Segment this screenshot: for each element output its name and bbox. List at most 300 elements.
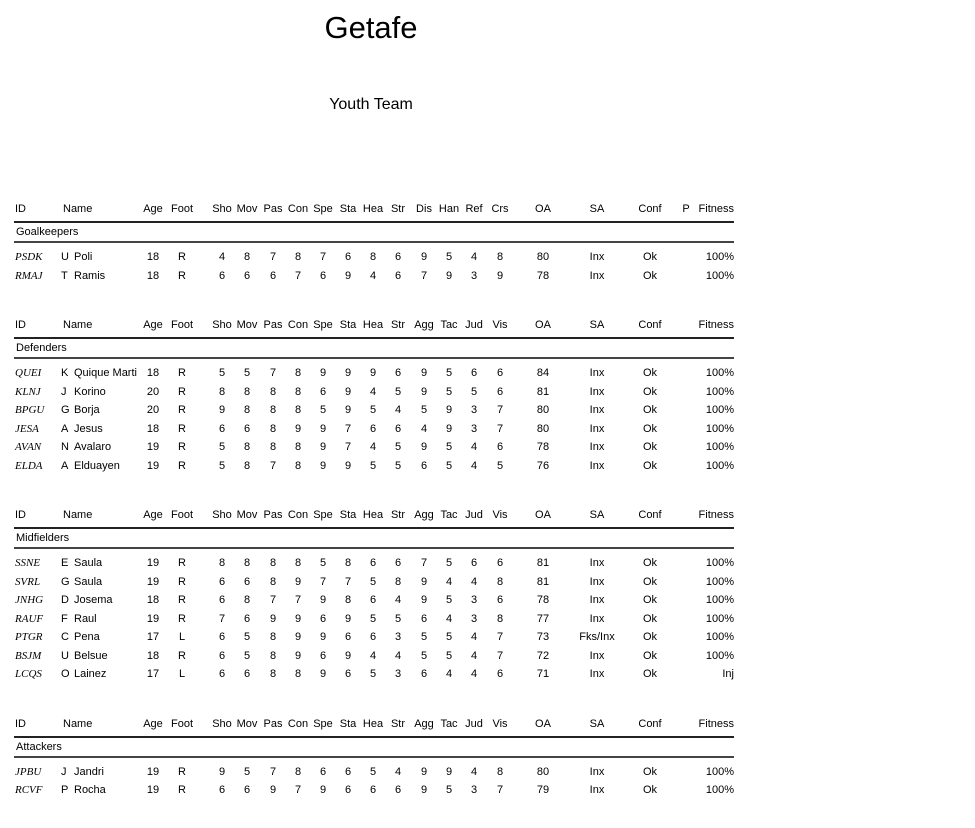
player-row[interactable]: [14, 383, 734, 402]
column-header: Fitness: [698, 203, 734, 215]
player-attribute: 8: [294, 557, 302, 570]
player-attribute: 8: [243, 441, 251, 454]
column-header: Sho: [212, 319, 232, 331]
player-attribute: 6: [319, 269, 327, 282]
player-attribute: 8: [344, 557, 352, 570]
column-header: Hea: [362, 203, 384, 215]
section-attackers: [14, 712, 734, 800]
player-attribute: 9: [496, 269, 504, 282]
column-header: Sta: [339, 509, 357, 521]
player-attribute: 3: [470, 404, 478, 417]
player-attribute: 8: [394, 575, 402, 588]
player-attribute: 9: [420, 367, 428, 380]
player-attribute: 4: [445, 575, 453, 588]
player-foot: R: [178, 459, 186, 472]
player-special-ability: Inx: [589, 784, 605, 797]
player-attribute: 5: [369, 765, 377, 778]
player-attribute: 5: [243, 631, 251, 644]
player-row[interactable]: [14, 610, 734, 629]
player-attribute: 6: [218, 575, 226, 588]
column-header: SA: [589, 509, 605, 521]
player-special-ability: Inx: [589, 557, 605, 570]
player-attribute: 6: [420, 612, 428, 625]
player-attribute: 3: [470, 594, 478, 607]
column-header: Agg: [414, 509, 434, 521]
player-name: Raul: [74, 612, 97, 625]
player-overall: 84: [536, 367, 550, 380]
column-header: Spe: [313, 203, 333, 215]
player-attribute: 9: [344, 649, 352, 662]
player-attribute: 7: [269, 765, 277, 778]
player-attribute: 9: [420, 765, 428, 778]
player-attribute: 7: [269, 251, 277, 264]
group-label: Midfielders: [14, 529, 734, 549]
player-overall: 71: [536, 668, 550, 681]
player-row[interactable]: [14, 647, 734, 666]
player-attribute: 9: [319, 631, 327, 644]
column-header: Agg: [414, 319, 434, 331]
column-header: Dis: [416, 203, 432, 215]
player-attribute: 6: [394, 784, 402, 797]
column-header: Pas: [263, 203, 283, 215]
player-overall: 80: [536, 422, 550, 435]
player-id: JPBU: [15, 765, 42, 778]
column-header: Foot: [170, 203, 194, 215]
player-age: 20: [146, 404, 160, 417]
player-row[interactable]: [14, 248, 734, 267]
column-header: Pas: [263, 717, 283, 730]
player-attribute: 4: [369, 441, 377, 454]
column-header: Vis: [492, 319, 508, 331]
player-attribute: 6: [344, 631, 352, 644]
column-header: Hea: [362, 717, 384, 730]
player-attribute: 9: [294, 649, 302, 662]
player-attribute: 6: [496, 594, 504, 607]
player-name: Quique Marti: [74, 367, 137, 380]
player-attribute: 9: [319, 422, 327, 435]
player-foot: R: [178, 251, 186, 264]
player-id: PTGR: [15, 631, 43, 644]
player-attribute: 4: [218, 251, 226, 264]
column-header: Mov: [236, 319, 258, 331]
column-header: Con: [287, 717, 309, 730]
player-attribute: 4: [369, 385, 377, 398]
player-row[interactable]: [14, 554, 734, 573]
player-overall: 78: [536, 594, 550, 607]
player-fitness: 100%: [705, 649, 734, 662]
player-confidence: Ok: [642, 441, 658, 454]
player-attribute: 7: [269, 367, 277, 380]
player-attribute: 5: [445, 557, 453, 570]
player-foot: R: [178, 649, 186, 662]
player-foot: R: [178, 594, 186, 607]
player-initial: F: [61, 612, 68, 625]
column-header: Foot: [170, 509, 194, 521]
player-attribute: 8: [269, 385, 277, 398]
player-attribute: 5: [445, 251, 453, 264]
column-header: Str: [390, 509, 406, 521]
player-attribute: 9: [344, 404, 352, 417]
player-attribute: 9: [445, 269, 453, 282]
player-foot: L: [178, 631, 186, 644]
column-header: Crs: [491, 203, 509, 215]
player-foot: R: [178, 765, 186, 778]
player-fitness: 100%: [705, 404, 734, 417]
player-foot: R: [178, 612, 186, 625]
player-special-ability: Inx: [589, 459, 605, 472]
player-fitness: 100%: [705, 441, 734, 454]
player-attribute: 4: [394, 765, 402, 778]
player-special-ability: Fks/Inx: [579, 631, 615, 644]
player-attribute: 8: [294, 765, 302, 778]
player-overall: 73: [536, 631, 550, 644]
player-attribute: 6: [470, 367, 478, 380]
player-attribute: 8: [218, 557, 226, 570]
player-age: 18: [146, 594, 160, 607]
player-attribute: 9: [420, 784, 428, 797]
column-header: Fitness: [698, 717, 734, 730]
player-age: 18: [146, 422, 160, 435]
column-header: Vis: [492, 509, 508, 521]
player-attribute: 5: [218, 441, 226, 454]
player-attribute: 4: [470, 649, 478, 662]
player-confidence: Ok: [642, 649, 658, 662]
player-row[interactable]: [14, 457, 734, 476]
player-row[interactable]: [14, 364, 734, 383]
player-special-ability: Inx: [589, 441, 605, 454]
player-id: RCVF: [15, 784, 43, 797]
player-attribute: 8: [269, 668, 277, 681]
player-attribute: 7: [344, 422, 352, 435]
player-attribute: 6: [243, 668, 251, 681]
player-attribute: 5: [470, 385, 478, 398]
player-attribute: 9: [294, 422, 302, 435]
player-attribute: 6: [470, 557, 478, 570]
column-header-row: [14, 712, 734, 738]
player-row[interactable]: [14, 420, 734, 439]
player-overall: 80: [536, 765, 550, 778]
column-header: Name: [63, 509, 93, 521]
player-name: Poli: [74, 251, 93, 264]
player-attribute: 5: [394, 441, 402, 454]
player-fitness: 100%: [705, 765, 734, 778]
player-initial: O: [61, 668, 70, 681]
player-attribute: 6: [269, 269, 277, 282]
player-initial: K: [61, 367, 69, 380]
player-name: Josema: [74, 594, 113, 607]
column-header: Hea: [362, 509, 384, 521]
group-label: Defenders: [14, 339, 734, 359]
player-attribute: 8: [269, 649, 277, 662]
player-name: Jandri: [74, 765, 104, 778]
player-foot: R: [178, 404, 186, 417]
player-attribute: 5: [369, 575, 377, 588]
player-attribute: 6: [420, 668, 428, 681]
column-header: Name: [63, 319, 93, 331]
column-header: Agg: [414, 717, 434, 730]
player-attribute: 6: [496, 557, 504, 570]
player-attribute: 5: [218, 367, 226, 380]
player-attribute: 5: [243, 765, 251, 778]
player-attribute: 6: [243, 575, 251, 588]
player-fitness: 100%: [705, 385, 734, 398]
player-special-ability: Inx: [589, 668, 605, 681]
player-overall: 80: [536, 404, 550, 417]
player-confidence: Ok: [642, 459, 658, 472]
player-attribute: 8: [243, 404, 251, 417]
player-confidence: Ok: [642, 385, 658, 398]
column-header: Sta: [339, 717, 357, 730]
column-header: Foot: [170, 717, 194, 730]
player-attribute: 7: [319, 251, 327, 264]
group-label: Goalkeepers: [14, 223, 734, 243]
player-row[interactable]: [14, 665, 734, 684]
player-attribute: 7: [294, 784, 302, 797]
column-header: Foot: [170, 319, 194, 331]
player-id: SVRL: [15, 575, 41, 588]
player-overall: 77: [536, 612, 550, 625]
player-attribute: 6: [218, 649, 226, 662]
player-attribute: 7: [420, 269, 428, 282]
player-attribute: 9: [269, 784, 277, 797]
column-header: Str: [390, 319, 406, 331]
player-attribute: 4: [445, 612, 453, 625]
column-header: ID: [15, 509, 26, 521]
player-attribute: 5: [369, 612, 377, 625]
player-attribute: 7: [344, 441, 352, 454]
column-header: OA: [535, 509, 551, 521]
player-attribute: 8: [294, 668, 302, 681]
player-attribute: 5: [445, 594, 453, 607]
player-initial: J: [61, 765, 67, 778]
player-attribute: 3: [470, 612, 478, 625]
player-id: LCQS: [15, 668, 42, 681]
player-attribute: 4: [394, 404, 402, 417]
player-attribute: 6: [420, 459, 428, 472]
player-overall: 79: [536, 784, 550, 797]
player-attribute: 8: [243, 251, 251, 264]
column-header: Jud: [465, 509, 483, 521]
player-attribute: 9: [294, 575, 302, 588]
player-attribute: 7: [496, 422, 504, 435]
section-defenders: [14, 313, 734, 475]
player-attribute: 6: [218, 594, 226, 607]
player-attribute: 5: [445, 367, 453, 380]
player-attribute: 8: [269, 557, 277, 570]
player-attribute: 7: [218, 612, 226, 625]
player-initial: N: [61, 441, 69, 454]
player-initial: U: [61, 251, 69, 264]
player-attribute: 6: [369, 631, 377, 644]
player-attribute: 7: [294, 269, 302, 282]
player-attribute: 6: [496, 367, 504, 380]
column-header-row: [14, 197, 734, 223]
player-attribute: 9: [319, 668, 327, 681]
column-header: Conf: [638, 203, 662, 215]
column-header: Conf: [638, 319, 662, 331]
player-attribute: 8: [294, 459, 302, 472]
player-attribute: 4: [470, 251, 478, 264]
player-attribute: 6: [369, 784, 377, 797]
player-attribute: 9: [445, 765, 453, 778]
column-header-row: [14, 503, 734, 529]
column-header: Str: [390, 717, 406, 730]
column-header: Fitness: [698, 319, 734, 331]
player-attribute: 7: [294, 594, 302, 607]
player-age: 18: [146, 649, 160, 662]
player-attribute: 5: [243, 649, 251, 662]
player-initial: G: [61, 404, 70, 417]
player-attribute: 4: [369, 269, 377, 282]
column-header: Jud: [465, 717, 483, 730]
player-age: 18: [146, 269, 160, 282]
column-header: Sta: [339, 319, 357, 331]
player-row[interactable]: [14, 781, 734, 800]
player-attribute: 4: [470, 631, 478, 644]
column-header: Spe: [313, 319, 333, 331]
player-id: KLNJ: [15, 385, 41, 398]
player-attribute: 6: [394, 422, 402, 435]
column-header: Age: [143, 717, 163, 730]
player-attribute: 6: [344, 251, 352, 264]
player-foot: R: [178, 441, 186, 454]
column-header: Conf: [638, 717, 662, 730]
player-row[interactable]: [14, 591, 734, 610]
player-attribute: 6: [344, 784, 352, 797]
player-confidence: Ok: [642, 612, 658, 625]
player-special-ability: Inx: [589, 594, 605, 607]
player-age: 19: [146, 459, 160, 472]
player-row[interactable]: [14, 763, 734, 782]
player-id: RMAJ: [15, 269, 43, 282]
player-attribute: 4: [470, 765, 478, 778]
column-header: Str: [390, 203, 406, 215]
player-confidence: Ok: [642, 765, 658, 778]
column-header: Sho: [212, 717, 232, 730]
player-row[interactable]: [14, 438, 734, 457]
player-attribute: 6: [319, 385, 327, 398]
player-special-ability: Inx: [589, 575, 605, 588]
player-id: JNHG: [15, 594, 44, 607]
player-attribute: 7: [344, 575, 352, 588]
player-initial: D: [61, 594, 69, 607]
column-header: Con: [287, 203, 309, 215]
player-id: RAUF: [15, 612, 44, 625]
column-header: SA: [589, 203, 605, 215]
player-name: Korino: [74, 385, 106, 398]
player-attribute: 9: [344, 612, 352, 625]
player-fitness: 100%: [705, 784, 734, 797]
player-attribute: 9: [420, 441, 428, 454]
player-special-ability: Inx: [589, 765, 605, 778]
player-initial: P: [61, 784, 69, 797]
player-special-ability: Inx: [589, 612, 605, 625]
player-initial: A: [61, 422, 69, 435]
player-attribute: 9: [344, 459, 352, 472]
player-name: Borja: [74, 404, 100, 417]
player-attribute: 9: [319, 594, 327, 607]
player-attribute: 7: [319, 575, 327, 588]
player-attribute: 8: [269, 404, 277, 417]
player-overall: 72: [536, 649, 550, 662]
player-attribute: 7: [496, 649, 504, 662]
player-attribute: 9: [294, 631, 302, 644]
player-attribute: 8: [243, 594, 251, 607]
player-attribute: 9: [445, 422, 453, 435]
player-attribute: 8: [218, 385, 226, 398]
player-confidence: Ok: [642, 404, 658, 417]
player-fitness: 100%: [705, 367, 734, 380]
player-attribute: 9: [319, 784, 327, 797]
column-header: Sho: [212, 203, 232, 215]
player-name: Elduayen: [74, 459, 120, 472]
column-header: Age: [143, 203, 163, 215]
column-header: Mov: [236, 717, 258, 730]
player-age: 19: [146, 557, 160, 570]
column-header: P: [682, 203, 690, 215]
player-fitness: Inj: [722, 668, 734, 681]
player-overall: 80: [536, 251, 550, 264]
team-title: Getafe: [324, 10, 418, 45]
player-row[interactable]: [14, 267, 734, 286]
player-attribute: 5: [445, 631, 453, 644]
player-attribute: 6: [394, 557, 402, 570]
player-attribute: 5: [445, 441, 453, 454]
player-attribute: 8: [294, 385, 302, 398]
player-attribute: 6: [218, 784, 226, 797]
column-header: Con: [287, 319, 309, 331]
player-foot: R: [178, 557, 186, 570]
player-id: PSDK: [15, 251, 43, 264]
player-fitness: 100%: [705, 251, 734, 264]
player-foot: L: [178, 668, 186, 681]
column-header: Tac: [440, 319, 458, 331]
player-attribute: 3: [470, 422, 478, 435]
player-row[interactable]: [14, 573, 734, 592]
player-row[interactable]: [14, 401, 734, 420]
player-attribute: 5: [369, 404, 377, 417]
player-attribute: 4: [394, 594, 402, 607]
player-attribute: 8: [243, 459, 251, 472]
column-header: Age: [143, 319, 163, 331]
column-header: Sta: [339, 203, 357, 215]
player-fitness: 100%: [705, 631, 734, 644]
player-confidence: Ok: [642, 784, 658, 797]
player-row[interactable]: [14, 628, 734, 647]
player-confidence: Ok: [642, 367, 658, 380]
player-name: Saula: [74, 575, 103, 588]
column-header: Name: [63, 203, 93, 215]
section-goalkeepers: [14, 197, 734, 285]
player-attribute: 9: [218, 404, 226, 417]
player-confidence: Ok: [642, 251, 658, 264]
player-fitness: 100%: [705, 575, 734, 588]
player-special-ability: Inx: [589, 269, 605, 282]
player-confidence: Ok: [642, 269, 658, 282]
player-confidence: Ok: [642, 668, 658, 681]
player-attribute: 8: [269, 422, 277, 435]
column-header: Spe: [313, 509, 333, 521]
player-attribute: 7: [496, 784, 504, 797]
player-attribute: 9: [420, 575, 428, 588]
column-header: OA: [535, 319, 551, 331]
column-header: SA: [589, 319, 605, 331]
player-id: ELDA: [15, 459, 43, 472]
player-foot: R: [178, 422, 186, 435]
player-attribute: 6: [218, 668, 226, 681]
player-attribute: 6: [369, 594, 377, 607]
player-age: 19: [146, 784, 160, 797]
